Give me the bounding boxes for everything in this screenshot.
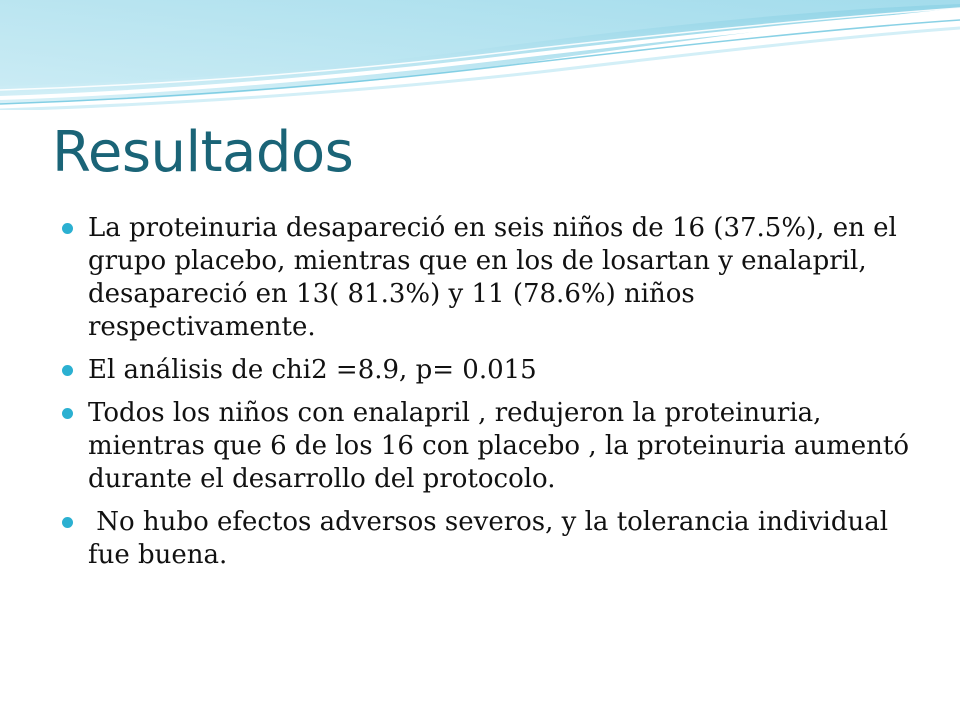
bullet-item xyxy=(62,212,912,344)
bullet-text: La proteinuria desapareció en seis niños de 16 (37.5%), en el grupo placebo, mientras que en los de losartan y enalapril, desapareció en 13( 81.3%) y 11 (78.6%) niños respectivamente. xyxy=(88,213,897,342)
bullet-text: El análisis de chi2 =8.9, p= 0.015 xyxy=(88,355,537,385)
bullet-list xyxy=(62,212,912,572)
bullet-text: Todos los niños con enalapril , redujeron la proteinuria, mientras que 6 de los 16 con placebo , la proteinuria aumentó durante el desarrollo del protocolo. xyxy=(88,398,909,494)
decorative-wave-header xyxy=(0,0,960,110)
bullet-item xyxy=(62,506,912,572)
bullet-item xyxy=(62,397,912,496)
bullet-text: No hubo efectos adversos severos, y la tolerancia individual fue buena. xyxy=(88,507,897,570)
bullet-item xyxy=(62,354,912,387)
bullet-dot-icon xyxy=(62,365,73,376)
bullet-dot-icon xyxy=(62,223,73,234)
slide-title: Resultados xyxy=(52,120,354,185)
bullet-dot-icon xyxy=(62,408,73,419)
bullet-dot-icon xyxy=(62,517,73,528)
